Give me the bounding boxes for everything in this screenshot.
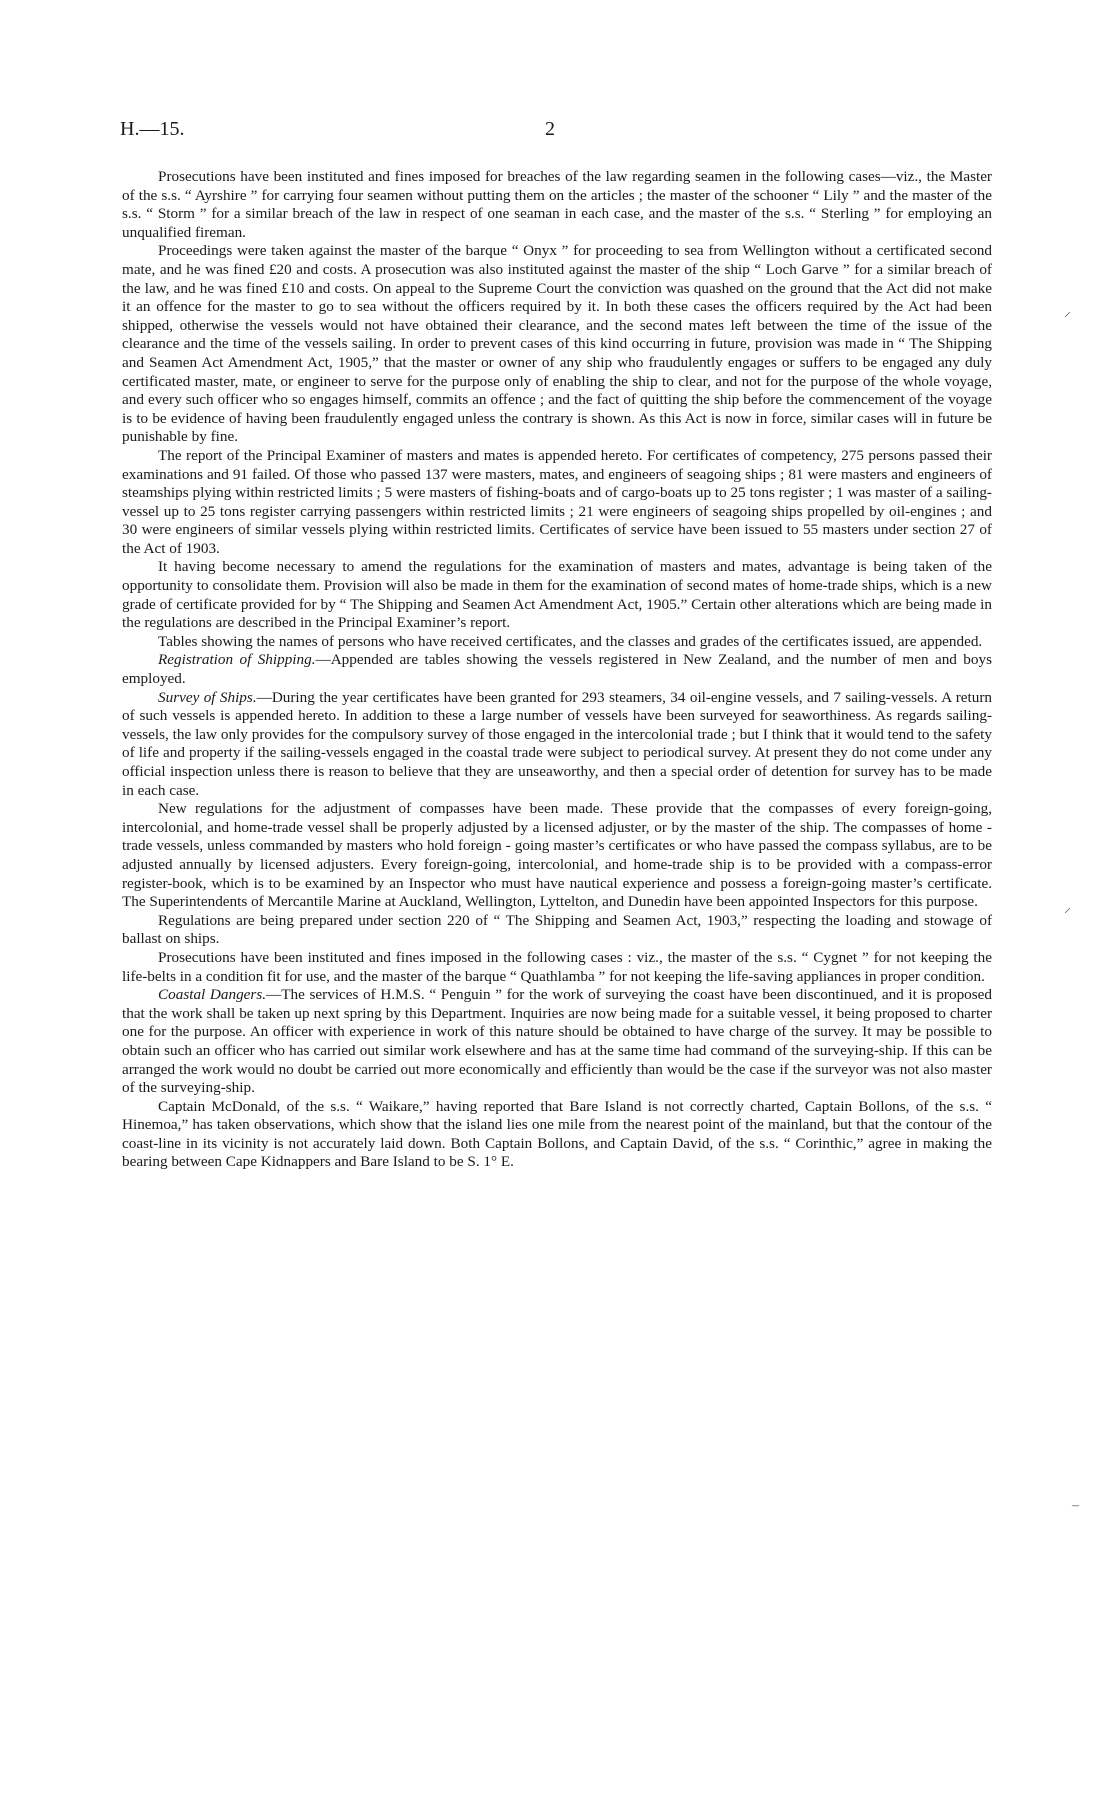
paragraph: Coastal Dangers.—The services of H.M.S. “ Penguin ” for the work of surveying the coast have been discontinued, and it is proposed that the work shall be taken up next spring by this Department. Inquiries are now being made for a suitable vessel, it being proposed to charter one for the purpose. An officer with experience in work of this nature should be obtained to have charge of the survey. It may be possible to obtain such an officer who has carried out similar work elsewhere and has at the same time had command of the surveying-ship. If this can be arranged the work would no doubt be carried out more economically and efficiently than would be the case if the surveyor was not also master of the surveying-ship. bbox=[122, 986, 992, 1097]
margin-mark: – bbox=[1072, 1498, 1079, 1513]
paragraph: Registration of Shipping.—Appended are tables showing the vessels registered in New Zealand, and the number of men and boys employed. bbox=[122, 651, 992, 688]
page-header bbox=[120, 118, 1000, 146]
paragraph: Regulations are being prepared under section 220 of “ The Shipping and Seamen Act, 1903,” respecting the loading and stowage of ballast on ships. bbox=[122, 911, 992, 948]
paragraph: Tables showing the names of persons who have received certificates, and the classes and grades of the certificates issued, are appended. bbox=[158, 632, 983, 650]
paragraph: Prosecutions have been instituted and fines imposed for breaches of the law regarding seamen in the following cases—viz., the Master of the s.s. “ Ayrshire ” for carrying four seamen without putting them on the articles ; the master of the schooner “ Lily ” and the master of the s.s. “ Storm ” for a similar breach of the law in respect of one seaman in each case, and the master of the s.s. “ Sterling ” for employing an unqualified fireman. bbox=[122, 168, 992, 241]
paragraph: New regulations for the adjustment of compasses have been made. These provide that the compasses of every foreign-going, intercolonial, and home-trade vessel shall be properly adjusted by a licensed adjuster, or by the master of the ship. The compasses of home - trade vessels, unless commanded by masters who hold foreign - going master’s certificates or who have passed the compass syllabus, are to be adjusted annually by licensed adjusters. Every foreign-going, intercolonial, and home-trade ship is to be provided with a compass-error register-book, which is to be examined by an Inspector who must have nautical experience and possess a foreign-going master’s certificate. The Superintendents of Mercantile Marine at Auckland, Wellington, Lyttelton, and Dunedin have been appointed Inspectors for this purpose. bbox=[122, 800, 992, 911]
body-text bbox=[122, 168, 992, 1172]
section-heading: Coastal Dangers. bbox=[158, 986, 267, 1004]
paragraph: Survey of Ships.—During the year certificates have been granted for 293 steamers, 34 oil-engine vessels, and 7 sailing-vessels. A return of such vessels is appended hereto. In addition to these a large number of vessels have been surveyed for seaworthiness. As regards sailing-vessels, the law only provides for the compulsory survey of those engaged in the intercolonial trade ; but I think that it would tend to the safety of life and property if the sailing-vessels engaged in the coastal trade were subject to periodical survey. At present they do not come under any official inspection unless there is reason to believe that they are unseaworthy, and then a special order of detention for survey has to be made in each case. bbox=[122, 688, 993, 799]
margin-mark: ⸝ bbox=[1064, 305, 1071, 320]
paragraph: The report of the Principal Examiner of masters and mates is appended hereto. For certificates of competency, 275 persons passed their examinations and 91 failed. Of those who passed 137 were masters, mates, and engineers of seagoing ships ; 81 were masters and engineers of steamships plying within restricted limits ; 5 were masters of fishing-boats and of cargo-boats up to 25 tons register ; 1 was master of a sailing-vessel up to 25 tons register carrying passengers within restricted limits ; 21 were engineers of seagoing ships propelled by oil-engines ; and 30 were engineers of similar vessels plying within restricted limits. Certificates of service have been issued to 55 masters under section 27 of the Act of 1903. bbox=[122, 446, 992, 557]
page-number: 2 bbox=[545, 118, 555, 140]
paragraph: Captain McDonald, of the s.s. “ Waikare,” having reported that Bare Island is not correctly charted, Captain Bollons, of the s.s. “ Hinemoa,” has taken observations, which show that the island lies one mile from the nearest point of the mainland, but that the contour of the coast-line in its vicinity is not accurately laid down. Both Captain Bollons, and Captain David, of the s.s. “ Corinthic,” agree in making the bearing between Cape Kidnappers and Bare Island to be S. 1° E. bbox=[122, 1097, 992, 1171]
paragraph: Proceedings were taken against the master of the barque “ Onyx ” for proceeding to sea from Wellington without a certificated second mate, and he was fined £20 and costs. A prosecution was also instituted against the master of the ship “ Loch Garve ” for a similar breach of the law, and he was fined £10 and costs. On appeal to the Supreme Court the conviction was quashed on the ground that the Act did not make it an offence for the master to go to sea without the officers required by it. In both these cases the officers required by the Act had been shipped, otherwise the vessels would not have obtained their clearance, and the second mates left between the time of the issue of the clearance and the time of the vessels sailing. In order to prevent cases of this kind occurring in future, provision was made in “ The Shipping and Seamen Act Amendment Act, 1905,” that the master or owner of any ship who fraudulently engages or suffers to be engaged any duly certificated master, mate, or engineer to serve for the purpose only of enabling the ship to clear, and not for the purpose of the whole voyage, and every such officer who so engages himself, commits an offence ; and the fact of quitting the ship before the commencement of the voyage is to be evidence of having been fraudulently engaged unless the contrary is shown. As this Act is now in force, similar cases will in future be punishable by fine. bbox=[122, 242, 992, 446]
section-heading: Survey of Ships. bbox=[158, 688, 257, 706]
margin-mark: ⸝ bbox=[1064, 901, 1071, 916]
section-heading: Registration of Shipping. bbox=[158, 651, 316, 669]
document-reference: H.—15. bbox=[120, 118, 185, 140]
paragraph: Prosecutions have been instituted and fines imposed in the following cases : viz., the master of the s.s. “ Cygnet ” for not keeping the life-belts in a condition fit for use, and the master of the barque “ Quathlamba ” for not keeping the life-saving appliances in proper condition. bbox=[122, 948, 992, 985]
paragraph: It having become necessary to amend the regulations for the examination of masters and mates, advantage is being taken of the opportunity to consolidate them. Provision will also be made in them for the examination of second mates of home-trade ships, which is a new grade of certificate provided for by “ The Shipping and Seamen Act Amendment Act, 1905.” Certain other alterations which are being made in the regulations are described in the Principal Examiner’s report. bbox=[122, 558, 992, 632]
